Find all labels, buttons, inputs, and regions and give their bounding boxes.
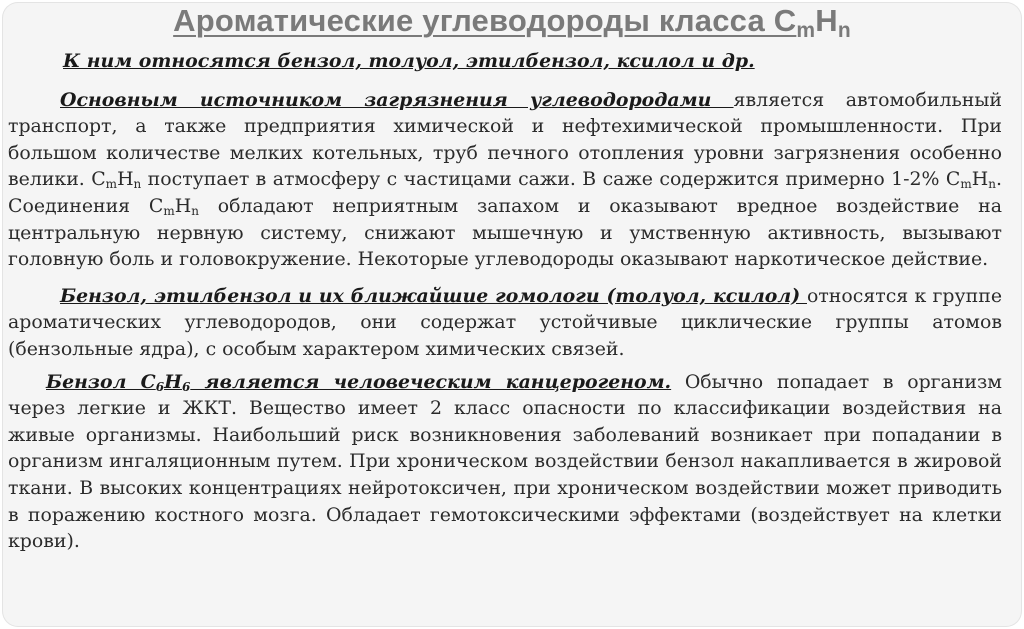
sources-text-1: является автомобильный транспорт, а также предприятия химической и нефтехимической промышленности. При большом количестве мелких котельных, труб печного отопления уровни загрязнения особенно велики. С <box>8 88 1002 191</box>
title-sub-n: n <box>837 19 851 42</box>
sub-n-1: n <box>133 177 142 192</box>
benzene-sub-2: 6 <box>181 379 191 394</box>
benzene-text: Обычно попадает в организм через легкие и ЖКТ. Вещество имеет 2 класс опасности по классификации воздействия на живые организмы. Наибольший риск возникновения заболеваний возникает при попадании в организм ингаляционным путем. При хроническом воздействии бензол накапливается в жировой ткани. В высоких концентрациях нейротоксичен, при хроническом воздействии может приводить в поражению костного мозга. Обладает гемотоксическими эффектами (воздействует на клетки крови). <box>8 370 1002 553</box>
title-h: H <box>815 3 838 38</box>
sources-emphasis: Основным источником загрязнения углеводородами <box>60 88 734 111</box>
slide-title <box>0 2 1024 50</box>
sub-m-1: m <box>105 177 118 192</box>
benzene-em-3: является человеческим канцерогеном. <box>190 370 672 393</box>
lead-line <box>8 48 1002 75</box>
homologs-emphasis: Бензол, этилбензол и их ближайшие гомологи (толуол, ксилол) <box>60 284 807 307</box>
sources-text-3: поступает в атмосферу с частицами сажи. В саже содержится примерно 1-2% С <box>141 168 961 191</box>
sources-text-7: обладают неприятным запахом и оказывают вредное воздействие на центральную нервную систему, снижают мышечную и умственную активность, вызывают головную боль и головокружение. Некоторые углеводороды оказывают наркотическое действие. <box>8 194 1003 271</box>
benzene-em-2: Н <box>164 370 182 393</box>
sources-text-6: Н <box>174 194 192 217</box>
sources-text-2: Н <box>117 168 134 191</box>
lead-text: К ним относятся бензол, толуол, этилбензол, ксилол и др. <box>63 50 755 72</box>
paragraph-benzene <box>8 369 1002 555</box>
sub-n-3: n <box>191 203 199 218</box>
sources-text-4: Н <box>971 168 989 191</box>
benzene-emphasis <box>46 371 671 393</box>
paragraph-sources <box>8 87 1002 273</box>
slide-content <box>8 48 1002 555</box>
homologs-text: относятся к группе ароматических углеводородов, они содержат устойчивые циклические группы атомов (бензольные ядра), с особым характером химических связей. <box>8 284 1002 360</box>
sub-n-2: n <box>988 177 996 192</box>
sub-m-2: m <box>960 177 972 192</box>
title-text: Ароматические углеводороды класса С <box>173 3 797 38</box>
sources-text-5: . Соединения С <box>8 168 1002 217</box>
benzene-em-1: Бензол С <box>46 370 156 393</box>
title-sub-m: m <box>796 19 816 42</box>
paragraph-homologs <box>8 283 1002 363</box>
benzene-sub-1: 6 <box>155 379 165 394</box>
sub-m-3: m <box>163 203 175 218</box>
